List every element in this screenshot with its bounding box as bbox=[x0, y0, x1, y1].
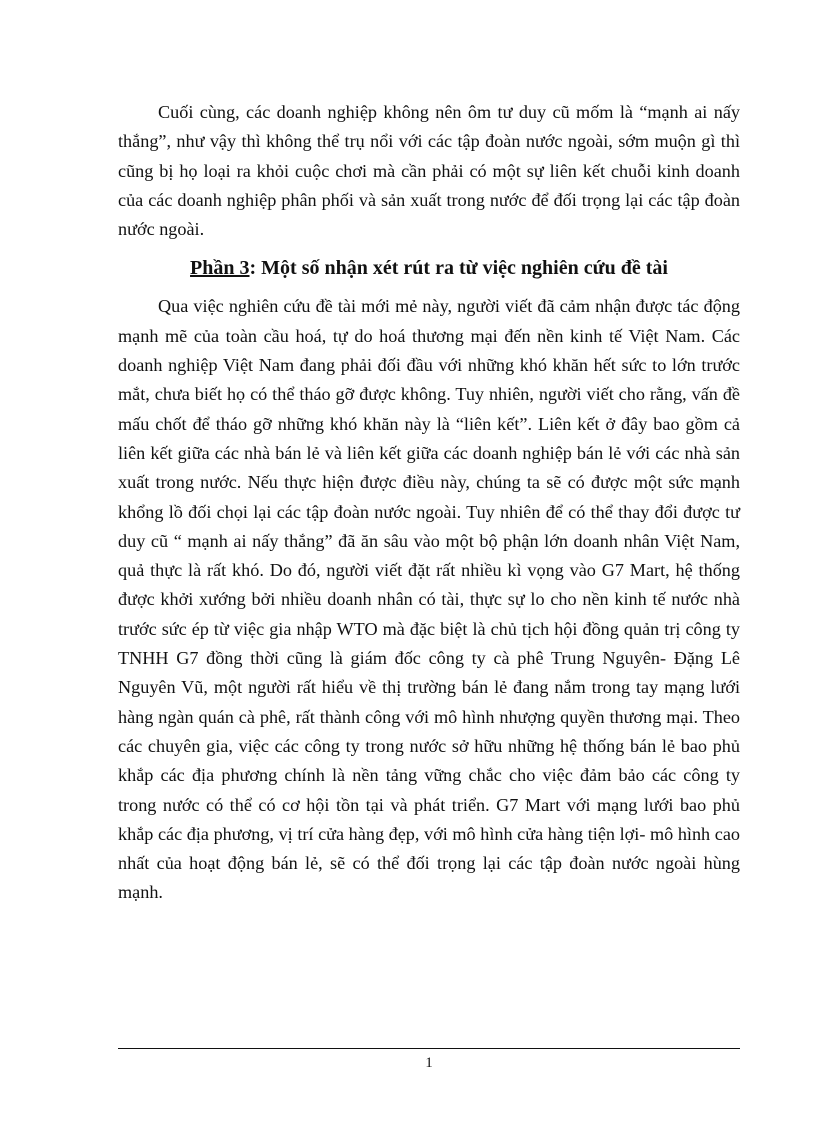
paragraph-remarks: Qua việc nghiên cứu đề tài mới mẻ này, người viết đã cảm nhận được tác động mạnh mẽ của toàn cầu hoá, tự do hoá thương mại đến nền kinh tế Việt Nam. Các doanh nghiệp Việt Nam đang phải đối đầu với những khó khăn hết sức to lớn trước mắt, chưa biết họ có thể tháo gỡ được không. Tuy nhiên, người viết cho rằng, vấn đề mấu chốt để tháo gỡ những khó khăn này là “liên kết”. Liên kết ở đây bao gồm cả liên kết giữa các nhà bán lẻ và liên kết giữa các doanh nghiệp bán lẻ với các nhà sản xuất trong nước. Nếu thực hiện được điều này, chúng ta sẽ có được một sức mạnh khổng lồ đối chọi lại các tập đoàn nước ngoài. Tuy nhiên để có thể thay đổi được tư duy cũ “ mạnh ai nấy thắng” đã ăn sâu vào một bộ phận lớn doanh nhân Việt Nam, quả thực là rất khó. Do đó, người viết đặt rất nhiều kì vọng vào G7 Mart, hệ thống được khởi xướng bởi nhiều doanh nhân có tài, thực sự lo cho nền kinh tế nước nhà trước sức ép từ việc gia nhập WTO mà đặc biệt là chủ tịch hội đồng quản trị công ty TNHH G7 đồng thời cũng là giám đốc công ty cà phê Trung Nguyên- Đặng Lê Nguyên Vũ, một người rất hiểu về thị trường bán lẻ đang nắm trong tay mạng lưới hàng ngàn quán cà phê, rất thành công với mô hình nhượng quyền thương mại. Theo các chuyên gia, việc các công ty trong nước sở hữu những hệ thống bán lẻ bao phủ khắp các địa phương chính là nền tảng vững chắc cho việc đảm bảo các công ty trong nước có thể có cơ hội tồn tại và phát triển. G7 Mart với mạng lưới bao phủ khắp các địa phương, vị trí cửa hàng đẹp, với mô hình cửa hàng tiện lợi- mô hình cao nhất của hoạt động bán lẻ, sẽ có thể đối trọng lại các tập đoàn nước ngoài hùng mạnh. bbox=[118, 296, 740, 903]
section-part-label: Phần 3 bbox=[190, 257, 250, 280]
page-number: 1 bbox=[425, 1055, 433, 1071]
section-title: : Một số nhận xét rút ra từ việc nghiên cứu đề tài bbox=[249, 257, 668, 280]
page-body bbox=[118, 98, 740, 908]
paragraph-conclusion: Cuối cùng, các doanh nghiệp không nên ôm tư duy cũ mốm là “mạnh ai nấy thắng”, như vậy thì không thể trụ nổi với các tập đoàn nước ngoài, sớm muộn gì thì cũng bị họ loại ra khỏi cuộc chơi mà cần phải có một sự liên kết chuỗi kinh doanh của các doanh nghiệp phân phối và sản xuất trong nước để đối trọng lại các tập đoàn nước ngoài. bbox=[118, 102, 740, 240]
section-heading bbox=[118, 250, 740, 286]
footer-divider bbox=[118, 1048, 740, 1049]
